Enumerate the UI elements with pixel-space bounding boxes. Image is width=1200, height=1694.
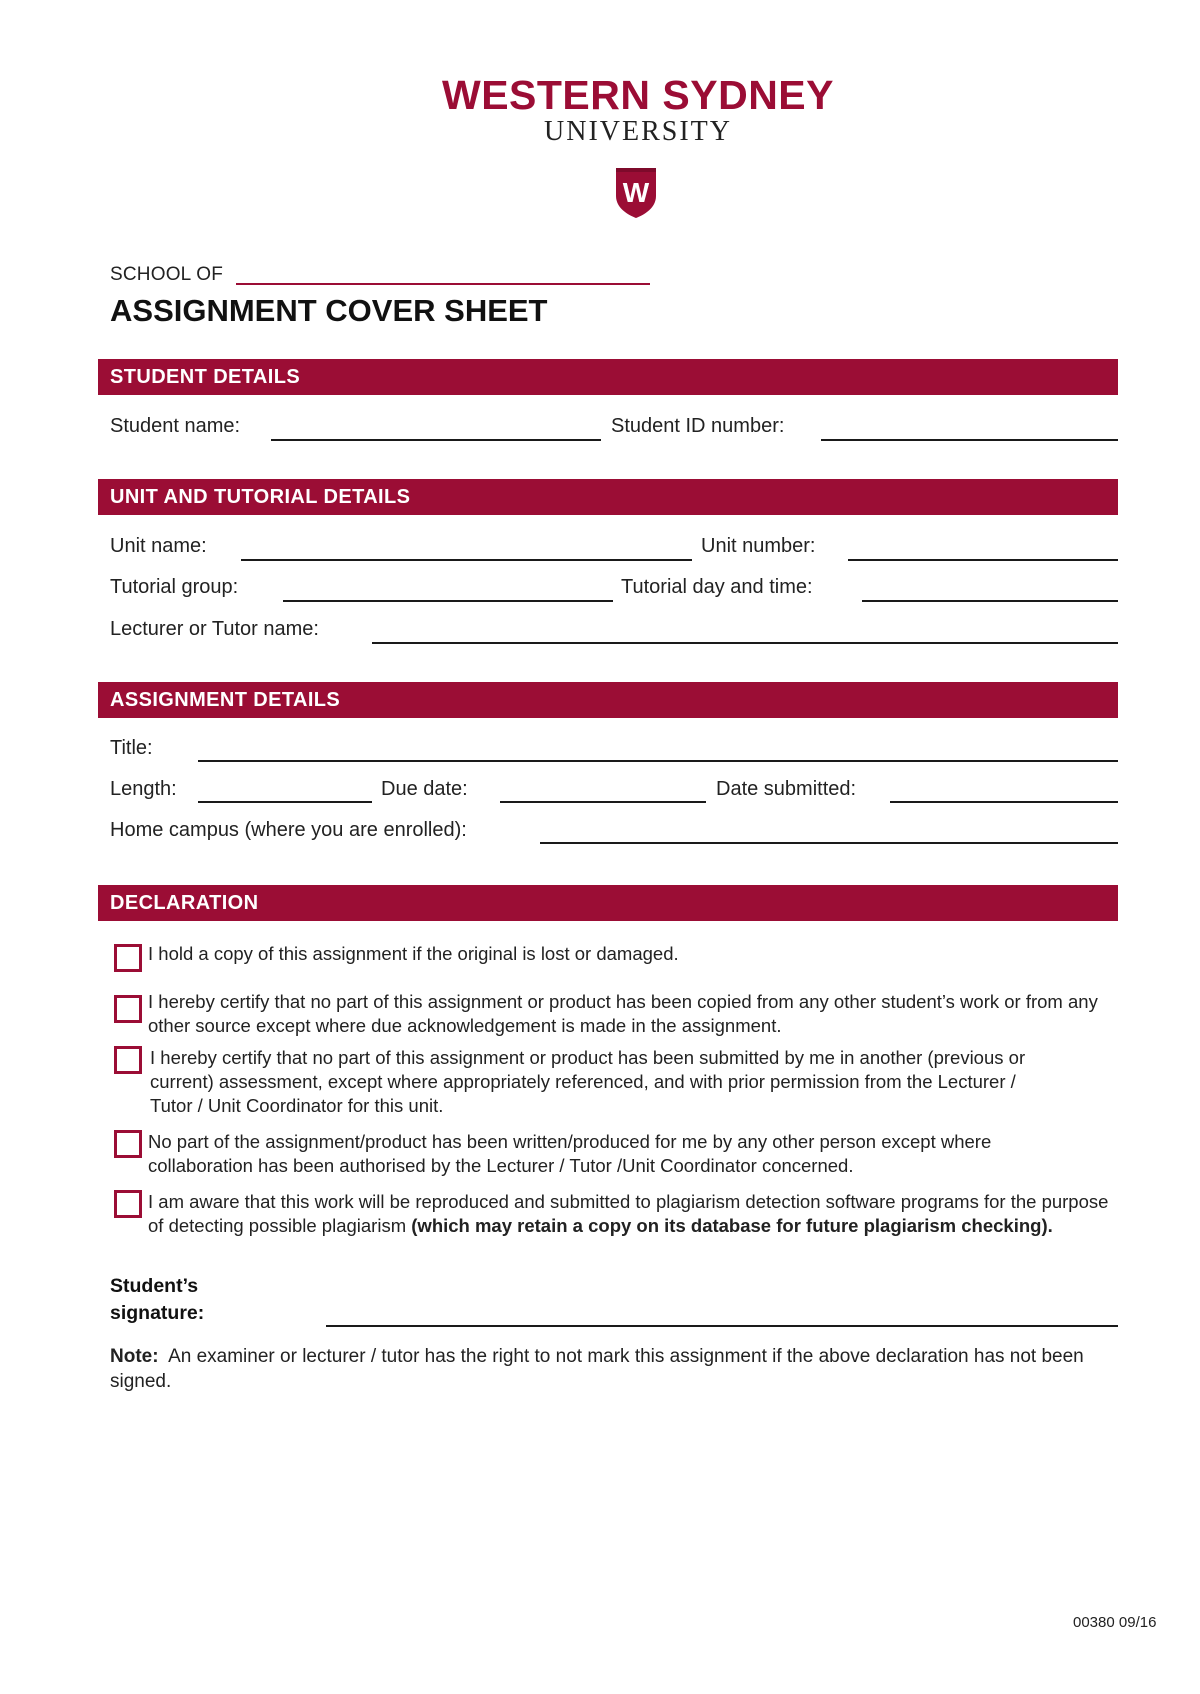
- signature-field[interactable]: [326, 1325, 1118, 1327]
- home-campus-field[interactable]: [540, 842, 1118, 844]
- declaration-checkbox-plagiarism[interactable]: [114, 1190, 142, 1218]
- unit-name-label: Unit name:: [110, 535, 207, 557]
- signature-label: [110, 1273, 204, 1327]
- unit-name-field[interactable]: [241, 559, 692, 561]
- title-label: Title:: [110, 737, 153, 759]
- student-id-field[interactable]: [821, 439, 1118, 441]
- university-logo-name: WESTERN SYDNEY: [442, 72, 834, 118]
- declaration-checkbox-not-resubmitted[interactable]: [114, 1046, 142, 1074]
- assignment-details-header: [98, 682, 1118, 718]
- svg-text:W: W: [622, 177, 650, 208]
- tutorial-group-label: Tutorial group:: [110, 576, 239, 598]
- signature-label-line1: Student’s: [110, 1275, 199, 1297]
- length-field[interactable]: [198, 801, 372, 803]
- declaration-text-copy: I hold a copy of this assignment if the original is lost or damaged.: [148, 943, 679, 964]
- lecturer-name-field[interactable]: [372, 642, 1118, 644]
- unit-details-header: [98, 479, 1118, 515]
- due-date-field[interactable]: [500, 801, 706, 803]
- school-of-label: SCHOOL OF: [110, 264, 223, 285]
- length-label: Length:: [110, 778, 177, 800]
- student-name-label: Student name:: [110, 415, 241, 437]
- university-crest-icon: [614, 166, 658, 220]
- tutorial-group-field[interactable]: [283, 600, 613, 602]
- student-details-header: [98, 359, 1118, 395]
- section-heading: UNIT AND TUTORIAL DETAILS: [110, 486, 411, 508]
- school-of-field[interactable]: [236, 283, 650, 285]
- declaration-header: [98, 885, 1118, 921]
- unit-number-field[interactable]: [848, 559, 1118, 561]
- section-heading: ASSIGNMENT DETAILS: [110, 689, 341, 711]
- lecturer-name-label: Lecturer or Tutor name:: [110, 618, 319, 640]
- university-logo-subtitle: UNIVERSITY: [544, 116, 732, 147]
- page-title: ASSIGNMENT COVER SHEET: [110, 293, 548, 328]
- section-heading: STUDENT DETAILS: [110, 366, 301, 388]
- tutorial-day-time-field[interactable]: [862, 600, 1118, 602]
- title-field[interactable]: [198, 760, 1118, 762]
- note-label: Note:: [110, 1346, 159, 1367]
- declaration-text-plagiarism: [148, 1190, 1128, 1238]
- note-paragraph: [110, 1344, 1120, 1394]
- declaration-plagiarism-text: I am aware that this work will be reproduced and submitted to plagiarism detection software programs for the purpose of detecting possible plagiarism: [148, 1191, 1109, 1236]
- declaration-checkbox-own-work[interactable]: [114, 1130, 142, 1158]
- due-date-label: Due date:: [381, 778, 468, 800]
- declaration-text-own-work: No part of the assignment/product has been written/produced for me by any other person except where collaboration has been authorised by the Lecturer / Tutor /Unit Coordinator concerned.: [148, 1131, 992, 1176]
- declaration-checkbox-copy[interactable]: [114, 944, 142, 972]
- declaration-text-not-resubmitted: I hereby certify that no part of this assignment or product has been submitted by me in another (previous or current) assessment, except where appropriately referenced, and with prior permission from the Lecturer / Tutor / Unit Coordinator for this unit.: [150, 1047, 1026, 1116]
- student-name-field[interactable]: [271, 439, 601, 441]
- signature-label-line2: signature:: [110, 1302, 205, 1324]
- declaration-text-not-copied: I hereby certify that no part of this assignment or product has been copied from any other student’s work or from any other source except where due acknowledgement is made in the assignment.: [148, 991, 1098, 1036]
- tutorial-day-time-label: Tutorial day and time:: [621, 576, 813, 598]
- declaration-plagiarism-bold-text: (which may retain a copy on its database for future plagiarism checking).: [411, 1215, 1053, 1236]
- date-submitted-field[interactable]: [890, 801, 1118, 803]
- form-code: 00380 09/16: [1073, 1614, 1157, 1631]
- section-heading: DECLARATION: [110, 892, 259, 914]
- home-campus-label: Home campus (where you are enrolled):: [110, 819, 467, 841]
- unit-number-label: Unit number:: [701, 535, 816, 557]
- note-text: An examiner or lecturer / tutor has the right to not mark this assignment if the above declaration has not been signed.: [110, 1346, 1084, 1392]
- student-id-label: Student ID number:: [611, 415, 785, 437]
- declaration-checkbox-not-copied[interactable]: [114, 995, 142, 1023]
- date-submitted-label: Date submitted:: [716, 778, 857, 800]
